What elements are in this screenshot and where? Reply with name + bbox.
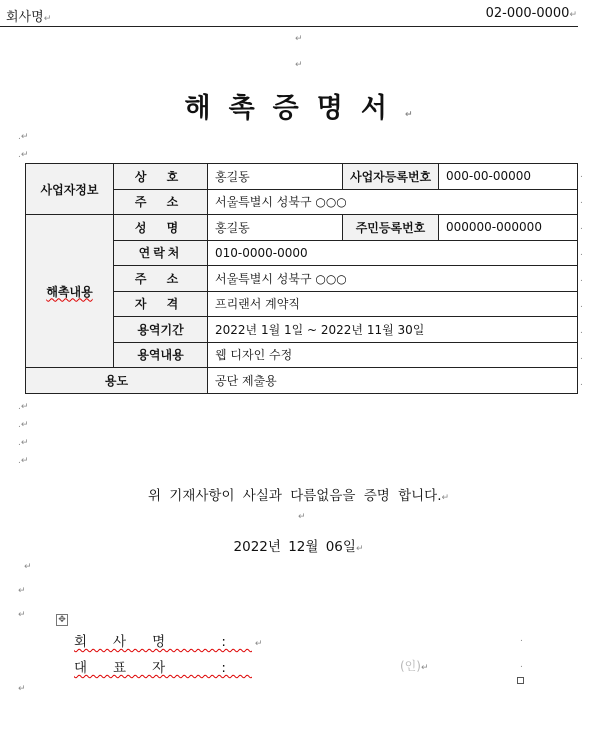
name-label: 성 명 [114,215,208,241]
row-end-mark: . [580,196,583,206]
row-end-mark: . [580,326,583,336]
biz-reg-label: 사업자등록번호 [343,164,439,190]
table-row [26,164,578,190]
row-end-mark: . [520,660,523,670]
signature-company-line: 회사명 : ↵ [74,634,263,650]
purpose-value[interactable]: 공단 제출용 [208,368,578,394]
row-end-mark: . [580,352,583,362]
table-row [26,215,578,241]
qualification-value[interactable]: 프리랜서 계약직 [208,291,578,317]
address-label: 주 소 [114,189,208,215]
header-phone: 02-000-0000↵ [485,6,577,21]
paragraph-mark: ↵ [18,684,26,694]
row-end-mark: . [580,378,583,388]
paragraph-mark: ↵ [295,34,303,44]
row-end-mark: . [580,222,583,232]
service-content-value[interactable]: 웹 디자인 수정 [208,342,578,368]
paragraph-mark: ↵ [295,60,303,70]
paragraph-mark: ↵ [24,562,32,572]
address2-label: 주 소 [114,266,208,292]
row-end-mark: . [520,634,523,644]
header-company-label: 회사명↵ [6,10,52,25]
paragraph-mark: .↵ [18,402,29,412]
trade-name-label: 상 호 [114,164,208,190]
resident-reg-value[interactable]: 000000-000000 [439,215,578,241]
paragraph-mark: .↵ [18,132,29,142]
certificate-table [25,163,578,394]
table-row [26,368,578,394]
paragraph-mark: ↵ [18,586,26,596]
row-end-mark: . [580,170,583,180]
service-content-label: 용역내용 [114,342,208,368]
table-resize-handle-icon[interactable] [517,677,524,684]
paragraph-mark: .↵ [18,456,29,466]
paragraph-mark: .↵ [18,420,29,430]
paragraph-mark: ↵ [298,512,306,522]
paragraph-mark: .↵ [18,438,29,448]
table-move-handle-icon[interactable]: ✥ [56,614,68,626]
address2-value[interactable]: 서울특별시 성북구 ○○○ [208,266,578,292]
resident-reg-label: 주민등록번호 [343,215,439,241]
address-value[interactable]: 서울특별시 성북구 ○○○ [208,189,578,215]
document-title: 해촉증명서↵ [184,93,413,124]
row-end-mark: . [580,274,583,284]
termination-section-header: 해촉내용 [26,215,114,368]
certification-statement: 위 기재사항이 사실과 다름없음을 증명 합니다.↵ [147,488,450,504]
seal-placeholder: (인)↵ [400,659,429,673]
name-value[interactable]: 홍길동 [208,215,343,241]
qualification-label: 자 격 [114,291,208,317]
purpose-label: 용도 [26,368,208,394]
service-period-label: 용역기간 [114,317,208,343]
paragraph-mark: ↵ [18,610,26,620]
signature-representative-line: 대표자 : [74,660,252,676]
contact-value[interactable]: 010-0000-0000 [208,240,578,266]
row-end-mark: . [580,248,583,258]
header-divider [0,26,578,27]
biz-reg-value[interactable]: 000-00-00000 [439,164,578,190]
contact-label: 연락처 [114,240,208,266]
business-section-header: 사업자정보 [26,164,114,215]
row-end-mark: . [580,300,583,310]
issue-date: 2022년 12월 06일↵ [233,539,364,555]
service-period-value[interactable]: 2022년 1월 1일 ~ 2022년 11월 30일 [208,317,578,343]
trade-name-value[interactable]: 홍길동 [208,164,343,190]
paragraph-mark: .↵ [18,150,29,160]
